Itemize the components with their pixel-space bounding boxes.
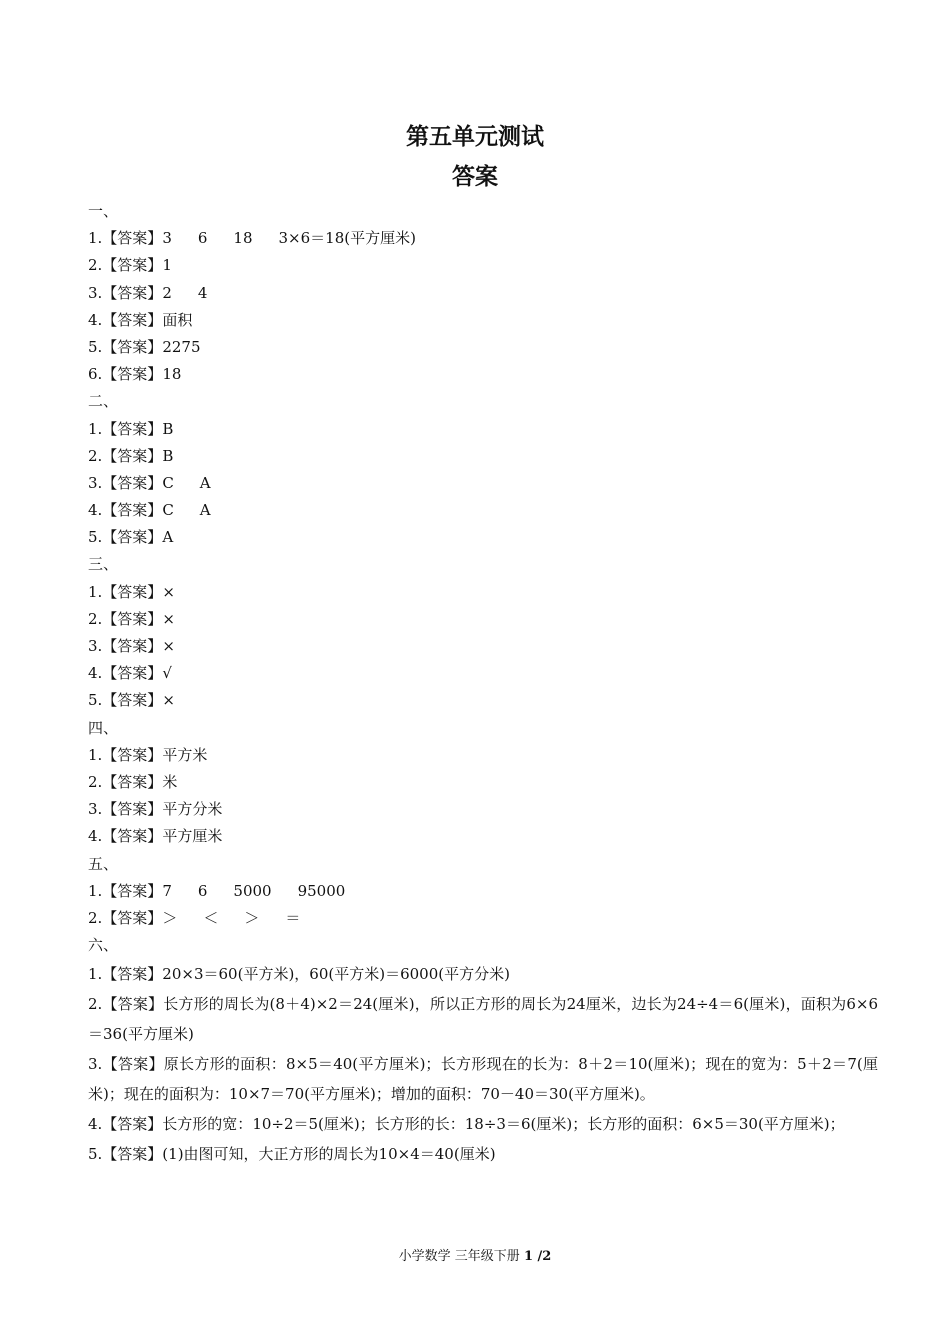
answer-item-6-5: 5.【答案】(1)由图可知，大正方形的周长为10×4＝40(厘米) [88, 1145, 496, 1164]
answer-item [88, 470, 878, 497]
answer-value: 3 [162, 229, 172, 248]
answer-item [88, 579, 878, 606]
answer-item [88, 252, 878, 279]
answer-prefix: 4.【答案】 [88, 827, 163, 846]
answer-value: 6 [197, 881, 208, 900]
answer-item [88, 416, 878, 443]
section-heading: 一、 [88, 202, 119, 220]
page-title: 第五单元测试 [406, 124, 544, 150]
answer-prefix: 3.【答案】 [88, 283, 163, 302]
answer-item-6-2: 2.【答案】长方形的周长为(8＋4)×2＝24(厘米)，所以正方形的周长为24厘米，边长为24÷4＝6(厘米)，面积为6×6＝36(平方厘米) [88, 995, 878, 1044]
footer-page-number: 1 /2 [523, 1249, 552, 1264]
answer-prefix: 3.【答案】 [88, 800, 163, 819]
answer-value: 平方厘米 [162, 827, 223, 846]
section-heading: 二、 [88, 392, 119, 411]
answer-value: 平方米 [162, 745, 208, 764]
answer-sections [88, 198, 878, 932]
answer-value: C [162, 473, 174, 492]
answer-item [88, 633, 878, 660]
answer-item [88, 742, 878, 769]
answer-value: 米 [162, 772, 178, 791]
answer-prefix: 1.【答案】 [88, 582, 163, 601]
answer-value: 1 [162, 256, 172, 275]
answer-value: 7 [162, 881, 172, 900]
answer-value: 18 [233, 229, 253, 248]
answer-value: 2275 [162, 337, 201, 356]
answer-item [88, 878, 878, 905]
answer-prefix: 6.【答案】 [88, 365, 163, 384]
answer-prefix: 3.【答案】 [88, 637, 163, 655]
section-heading: 五、 [88, 854, 119, 873]
answer-prefix: 5.【答案】 [88, 337, 163, 356]
page-subtitle: 答案 [452, 164, 498, 190]
answer-value: A [199, 473, 211, 492]
answer-prefix: 1.【答案】 [88, 419, 163, 438]
answer-value: 面积 [162, 310, 193, 329]
answer-prefix: 4.【答案】 [88, 664, 163, 683]
answer-value: B [162, 419, 174, 438]
answer-value: × [162, 609, 175, 628]
answer-prefix: 2.【答案】 [88, 772, 163, 791]
answer-value: 5000 [233, 881, 272, 900]
answer-item [88, 443, 878, 470]
footer-label: 小学数学 三年级下册 [398, 1249, 520, 1264]
section-heading: 三、 [88, 555, 119, 574]
answer-item-6-3: 3.【答案】原长方形的面积：8×5＝40(平方厘米)；长方形现在的长为：8＋2＝10(厘米)；现在的宽为：5＋2＝7(厘米)；现在的面积为：10×7＝70(平方厘米)；增加的面积：70－40＝30(平方厘米)。 [88, 1055, 878, 1104]
answer-prefix: 1.【答案】 [88, 745, 163, 764]
answer-item [88, 823, 878, 850]
answer-value: 平方分米 [162, 800, 223, 819]
section-heading: 四、 [88, 718, 119, 737]
answer-value: 3×6＝18(平方厘米) [278, 229, 416, 248]
answer-value: ＜ [203, 908, 219, 927]
answer-prefix: 4.【答案】 [88, 310, 163, 329]
answer-prefix: 5.【答案】 [88, 528, 163, 547]
answer-prefix: 3.【答案】 [88, 473, 163, 492]
answer-item [88, 905, 878, 932]
answer-item-6-1: 1.【答案】20×3＝60(平方米)，60(平方米)＝6000(平方分米) [88, 965, 510, 984]
section-heading: 六、 [88, 936, 119, 955]
answer-value: 4 [197, 283, 208, 302]
answer-value: ＞ [162, 908, 178, 927]
answer-item [88, 361, 878, 388]
answer-value: 6 [197, 229, 208, 248]
answer-value: × [162, 691, 175, 710]
answer-prefix: 2.【答案】 [88, 446, 163, 465]
answer-value: 2 [162, 283, 172, 302]
answer-prefix: 2.【答案】 [88, 908, 163, 927]
answer-value: √ [162, 664, 172, 683]
page-footer [0, 1245, 950, 1264]
answer-prefix: 2.【答案】 [88, 256, 163, 275]
answer-value: ＞ [244, 908, 260, 927]
answer-item [88, 769, 878, 796]
answer-prefix: 1.【答案】 [88, 881, 163, 900]
answer-value: B [162, 446, 174, 465]
answer-item [88, 606, 878, 633]
answer-value: × [162, 637, 175, 655]
answer-value: × [162, 582, 175, 601]
answer-prefix: 2.【答案】 [88, 609, 163, 628]
answer-item [88, 796, 878, 823]
answer-item [88, 280, 878, 307]
answer-value: A [162, 528, 174, 547]
answer-item [88, 660, 878, 687]
answer-value: C [162, 501, 174, 520]
answer-value: 18 [162, 365, 182, 384]
answer-value: 95000 [297, 881, 346, 900]
answer-value: ＝ [285, 908, 301, 927]
answer-item-6-4: 4.【答案】长方形的宽：10÷2＝5(厘米)；长方形的长：18÷3＝6(厘米)；长方形的面积：6×5＝30(平方厘米)； [88, 1115, 845, 1134]
answer-prefix: 4.【答案】 [88, 501, 163, 520]
answer-content [88, 198, 878, 1169]
answer-item [88, 225, 878, 252]
answer-item [88, 307, 878, 334]
answer-prefix: 1.【答案】 [88, 229, 163, 248]
answer-prefix: 5.【答案】 [88, 691, 163, 710]
answer-item [88, 334, 878, 361]
answer-value: A [199, 501, 211, 520]
answer-item [88, 524, 878, 551]
answer-item [88, 497, 878, 524]
answer-item [88, 687, 878, 714]
